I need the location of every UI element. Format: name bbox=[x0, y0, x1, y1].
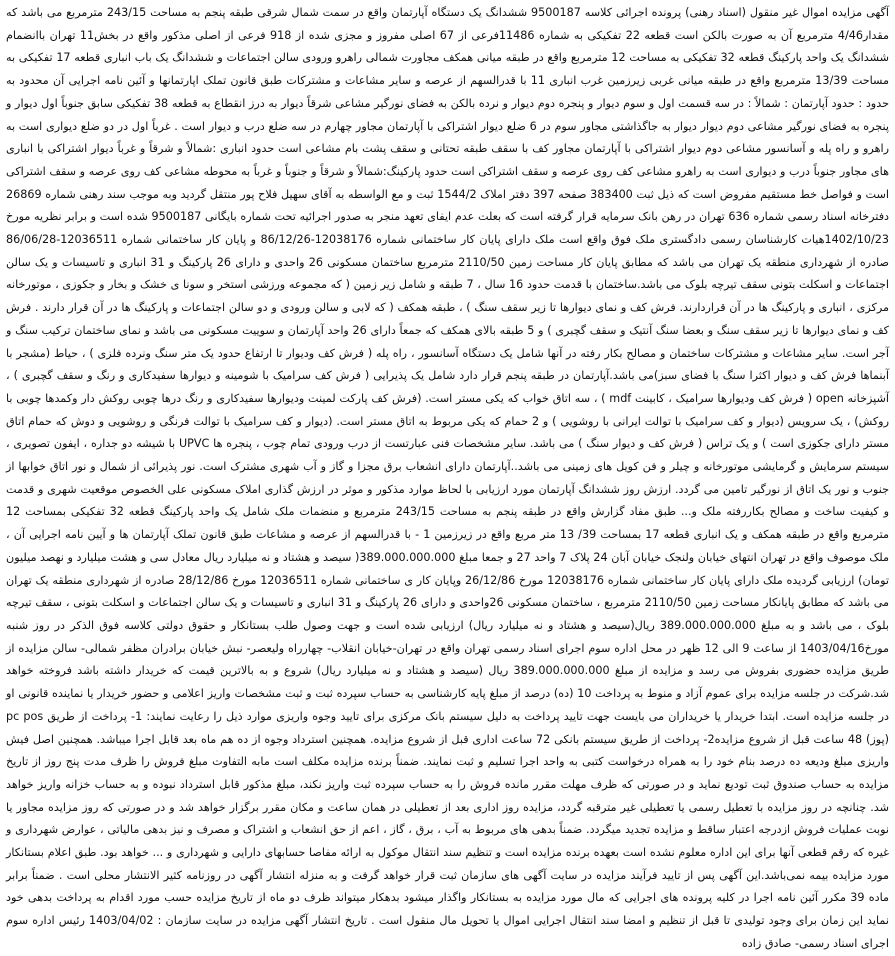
notice-line: شامل یک واحد پارکینگ قطعه 32 تفکیکی بمساحت 12 مترمربع واقع در طبقه همکف و یک انباری قطعه 17 بمساحت 39/ 13 متر مربع واقع در زیرزمین 1 - با قدرالسهم از عرصه و bbox=[6, 505, 889, 542]
notice-line: دارای 26 پارکینگ و 31 انباری و تاسیسات و یک سالن اجتماعات و اسکلت بتونی ، سقف تیرچه بلوک ، می باشد و به مبلغ 389.000.000.000 ریال(سیصد و هشتاد و نه میلیارد bbox=[6, 596, 889, 632]
notice-line: می باشد که مقدار4/46 مترمربع آن به صورت بالکن است قطعه 22 تفکیکی به شماره 11486فرعی از 67 اصلی مفروز و مجزی شده از 918 فرعی از اصلی مذکور واقع در بخش11 bbox=[6, 6, 889, 42]
notice-line: سیصد و هشتاد و نه میلیارد ریال معادل سی و هشت میلیارد و نهصد میلیون تومان) ارزیابی گردیده ملک دارای پایان کار ساختمانی شماره 12038176 مورخ 26/12/86 وپایان کار ی bbox=[6, 550, 890, 587]
notice-line: تهران باانضمام ششدانگ یک واحد پارکینگ قطعه 32 تفکیکی به مساحت 12 مترمربع واقع در طبقه میانی همکف مجاورت شمالی راهرو ورودی سالن اجتماعات و ششدانگ یک باب bbox=[6, 28, 890, 65]
notice-line: ریال) ارزیابی شده است و جهت وصول طلب بستانکار و حقوق دولتی کلاسه فوق الذکر در روز شنبه مورخ1403/04/16 از ساعت 9 الی 12 ظهر در محل اداره سوم اجرای اسناد bbox=[6, 618, 889, 655]
notice-line: انباری قطعه 17 تفکیکی به مساحت 13/39 مترمربع واقع در طبقه میانی غربی زیرزمین غرب انباری 11 با قدرالسهم از عرصه و سایر مشاعات و مشترکات طبق قانون تملک اپارتمانها bbox=[6, 51, 889, 88]
notice-line: زمین 2110/50 مترمربع ساختمان مسکونی 26 واحدی و دارای 26 پارکینگ و 31 انباری و تاسیسات و یک سالن اجتماعات و اسکلت بتونی سقف تیرچه بلوک می باشد.ساختمان با bbox=[6, 255, 889, 292]
notice-line: درصد بنام خود را به همراه درخواست کتبی به واحد اجرا تسلیم و ثبت نمایند. ضمناً برنده مزایده مکلف است مابه التفاوت مبلغ فروش را ظرف مدت پنج روز از تاریخ مزایده به حساب bbox=[6, 755, 890, 791]
notice-line: نوبت عملیات فروش ازدرجه اعتبار ساقط و مزایده تجدید میگردد. ضمناً بدهی های مربوط به آب ، برق ، گاز ، اعم از حق انشعاب و اشتراک و مصرف و نیز بدهی مالیاتی ، عوارض bbox=[61, 823, 889, 837]
notice-line: رسمی تهران واقع در تهران-خیابان انقلاب- چهارراه ولیعصر- نبش خیابان برادران مظفر شمالی- سالن مزایده از طریق مزایده حضوری بفروش می رسد و مزایده از مبلغ bbox=[6, 641, 889, 678]
notice-line: شرقاً و جنوباً و غرباً به محوطه مشاعی کف روی عرصه و سقف اشتراکی است و فواصل خط مستقیم مفروض است که ذیل ثبت 383400 صفحه 397 دفتر املاک 1544/2 ثبت و مع bbox=[6, 164, 890, 201]
notice-line: مسکونی علی الخصوص موقعیت شهری و قدمت و کیفیت ساخت و مصالح بکاررفته ملک و... طبق مفاد گزارش واقع در طبقه پنجم به مساحت 243/15 مترمربع و منضمات ملک bbox=[6, 482, 890, 519]
notice-line: بود. طبق اعلام بستانکار مورد مزایده بیمه نمی‌باشد.این آگهی پس از تایید فرآیند مزایده در سایت آگهی های سازمان ثبت قرار خواهد گرفت و به منزله انتشار آگهی در روزنامه کثیر bbox=[6, 846, 889, 882]
notice-line: می بایست جهت تایید پرداخت به دلیل سیستم بانک مرکزی برای تایید وجوه واریزی موارد ذیل را رعایت نمایند: 1- پرداخت از طریق pc pos (پوز) 48 ساعت قبل از شروع bbox=[6, 709, 889, 746]
auction-notice-text bbox=[6, 2, 889, 956]
notice-line: مشاعات طبق قانون تملک آپارتمان ها و آیین نامه اجرایی آن ، ملک موصوف واقع در تهران انتهای خیابان ولنجک خیابان آبان 24 پلاک 7 واحد 27 و جمعا مبلغ 389.000.000.000( bbox=[6, 528, 890, 564]
notice-line: مزایده2- پرداخت از طریق سیستم بانکی 72 ساعت اداری قبل از شروع مزایده. همچنین استرداد وجوه از ده هم ماه بعد قابل اجرا میباشد. همچنین اصل فیش واریزی مبلغ ودیعه ده bbox=[6, 732, 889, 769]
notice-line: قدمت حدود 16 سال ، 7 طبقه و شامل زیر زمین ( که مجموعه ورزشی استخر و سونا ی خشک و بخار و جکوزی ، موتورخانه مرکزی ، انباری و پارکینگ ها در آن قراردارند. فرش کف و bbox=[6, 278, 889, 315]
notice-line: آگهی مزایده اموال غیر منقول (اسناد رهنی) پرونده اجرائی کلاسه 9500187 ششدانگ یک دستگاه آپارتمان واقع در سمت شمال شرقی طبقه پنجم به مساحت 243/15 مترمربع bbox=[66, 6, 889, 19]
notice-line: حدود انباری :شمالاً و شرقاً و غرباً دیوار اشتراکی با انباری های مجاور جنوباً درب و دیواری است به راهرو مشاعی کف روی عرصه و سقف اشتراکی است حدود پارکینگ:شمالاً و bbox=[6, 142, 889, 178]
notice-line: با روکش) ، یک سرویس (دیوار و کف سرامیک با توالت ایرانی با روشویی ) و 2 حمام که یکی مربوط به اتاق مستر است. (دیوار و کف سرامیک با توالت فرنگی و روشویی و دوش که bbox=[6, 391, 889, 428]
notice-line: 389.000.000.000 ریال (سیصد و هشتاد و نه میلیارد ریال) شروع و به بالاترین قیمت که خریدار داشته باشد فروخته خواهد شد.شرکت در جلسه مزایده برای عموم آزاد و منوط به bbox=[6, 664, 889, 701]
notice-line: الانتشار محلی است . ضمناً برابر ماده 39 مکرر آئین نامه اجرا در کلیه پرونده های اجرایی که مال مورد مزایده به بستانکار واگذار میشود بدهکار میتواند ظرف دو ماه از تاریخ مزایده bbox=[6, 868, 889, 905]
notice-line: جداره ، ایفون تصویری ، سیستم سرمایش و گرمایشی موتورخانه و چیلر و فن کویل های زمینی می باشد..آپارتمان دارای انشعاب برق مجزا و گاز و آب شهری مشترک است. نور bbox=[6, 437, 889, 474]
notice-line: حمام اتاق مستر دارای جکوزی است ) و یک تراس ( فرش کف و دیوار سنگ ) می باشد. سایر مشخصات فنی عبارتست از درب ورودی تمام چوب ، پنجره ها UPVC با شیشه دو bbox=[6, 414, 890, 451]
notice-line: پرداخت 10 (ده) درصد از مبلغ پایه کارشناسی به حساب سپرده ثبت و ثبت مشخصات واریز اعلامی و حضور خریدار یا نماینده قانونی او در جلسه مزایده است. ابتدا خریدار یا خریداران bbox=[6, 687, 890, 723]
notice-line: دیوار اکثرا سنگ با فضای سبز)می باشد.آپارتمان در طبقه پنجم قرار دارد شامل یک پذیرایی ( فرش کف سرامیک با شومینه و دیوارها سفیدکاری و رنگ و سقف گچبری ) ، آشپزخانه bbox=[6, 369, 890, 405]
notice-line: ساختمانی شماره 12036511 مورخ 28/12/86 صادره از شهرداری منطقه یک تهران می باشد که مطابق پایانکار مساحت زمین 2110/50 مترمربع ، ساختمان مسکونی 26واحدی و bbox=[6, 573, 890, 610]
notice-line: و آئین نامه اجرایی آن محدود به حدود : حدود آپارتمان : شمالاً : در سه قسمت اول و سوم دیوار و پنجره دوم دیوار و نرده بالکن به فضای نورگیر مشاعی شرقاً دیوار به درز انقطاع به bbox=[6, 74, 890, 110]
notice-line: open ( فرش کف ودیوارها سرامیک ، کابینت mdf ) ، سه اتاق خواب که یکی مستر است. (فرش کف پارکت لمینت ودیوارها سفیدکاری و رنگ درها چوبی روکش دار وکمدها چوبی bbox=[16, 391, 844, 405]
notice-line: قطعه 38 تفکیکی سابق جنوباً اول دیوار و پنجره به فضای نورگیر مشاعی دوم دیوار دیوار به جاگذاشتی مجاور سوم در 6 ضلع دیوار اشتراکی با آپارتمان مجاور چهارم در سه ضلع درب و bbox=[6, 96, 889, 133]
notice-line: مشترکات ساختمان و مصالح بکار رفته در آنها شامل یک دستگاه آسانسور ، راه پله ( فرش کف ودیوار تا ارتفاع حدود یک متر سنگ ونرده فلزی ) ، حیاط (مشجر با آبنماها فرش کف و bbox=[6, 346, 889, 383]
notice-line: پایان کار ساختمانی شماره 12038176-86/12/26 و پایان کار ساختمانی شماره 12036511-86/06/28 صادره از شهرداری منطقه یک تهران می باشد که مطابق پایان کار مساحت bbox=[6, 233, 889, 269]
notice-line: ایفای تعهد منجر به صدور اجرائیه تحت شماره بایگانی 9500187 شده است و برابر نظریه مورخ 1402/10/23هیات کارشناسان رسمی دادگستری ملک فوق واقع است ملک دارای bbox=[6, 210, 889, 247]
notice-line: پذیرائی از شمال و نور اتاق خوابها از جنوب و نور یک اتاق از نورگیر تامین می گردد. ارزش روز ششدانگ آپارتمان مورد ارزیابی با لحاظ موارد مذکور و موثر در ارزش گذاری املاک bbox=[6, 460, 889, 496]
notice-line: سایت سازمان : 1403/04/02 رئیس اداره سوم اجرای اسناد رسمی- صادق زاده bbox=[6, 914, 889, 950]
notice-line: روز مزایده با تعطیل رسمی یا تعطیلی غیر مترقبه گردد، مزایده روز اداری بعد از تعطیلی در همان ساعت و مکان مقرر برگزار خواهد شد و در صورتی که روز مزایده مجاور یا bbox=[6, 800, 818, 814]
notice-line: صندوق ثبت تودیع نماید و در صورتی که ظرف مهلت مقرر مانده فروش را به حساب سپرده ثبت واریز نکند، مبلغ مذکور قابل استرداد نبوده و به حساب خزانه واریز خواهد شد. چنانچه در bbox=[6, 777, 889, 814]
notice-line: سنگ آنتیک و سقف گچبری ) و 5 طبقه بالای همکف که جمعاً دارای 26 واحد آپارتمان و سوییت مسکونی می باشد و نمای ساختمان ترکیب سنگ و آجر است. سایر مشاعات و bbox=[6, 323, 889, 360]
notice-line: نمای دیوارها تا زیر سقف سنگ ) ، طبقه همکف ( که لابی و سالن ورودی و دو سالن اجتماعات و پارکینگ ها در آن قرار دارند . فرش کف و نمای دیوارها تا زیر سقف سنگ و بعضا bbox=[6, 301, 890, 337]
notice-line: حسب مورد اقدام به پرداخت بدهی خود نماید این زمان برای وجود تولیدی تا قبل از تنظیم و امضا سند انتقال اجرایی اموال یا تحویل مال منقول است . تاریخ انتشار آگهی مزایده در bbox=[6, 891, 890, 928]
notice-line: دیوار است . غرباً اول در دو ضلع دیواری است به راهرو و راه پله و آسانسور مشاعی دوم دیوار اشتراکی با آپارتمان مجاور کف با سقف طبقه تحتانی و سقف پشت بام مشاعی است bbox=[6, 119, 889, 156]
notice-line: شهرداری و غیره که رقم قطعی آنها برای این اداره معلوم نشده است بعهده برنده مزایده است و تنظیم سند انتقال موکول به ارائه مفاصا حسابهای دارایی و شهرداری و ... خواهد bbox=[6, 823, 890, 860]
notice-line: الواسطه به آقای سهیل فلاح پور منتقل گردید وبه موجب سند رهنی شماره 26869 دفترخانه اسناد رسمی شماره 636 تهران در رهن بانک سرمایه قرار گرفته است که بعلت عدم bbox=[6, 187, 890, 224]
